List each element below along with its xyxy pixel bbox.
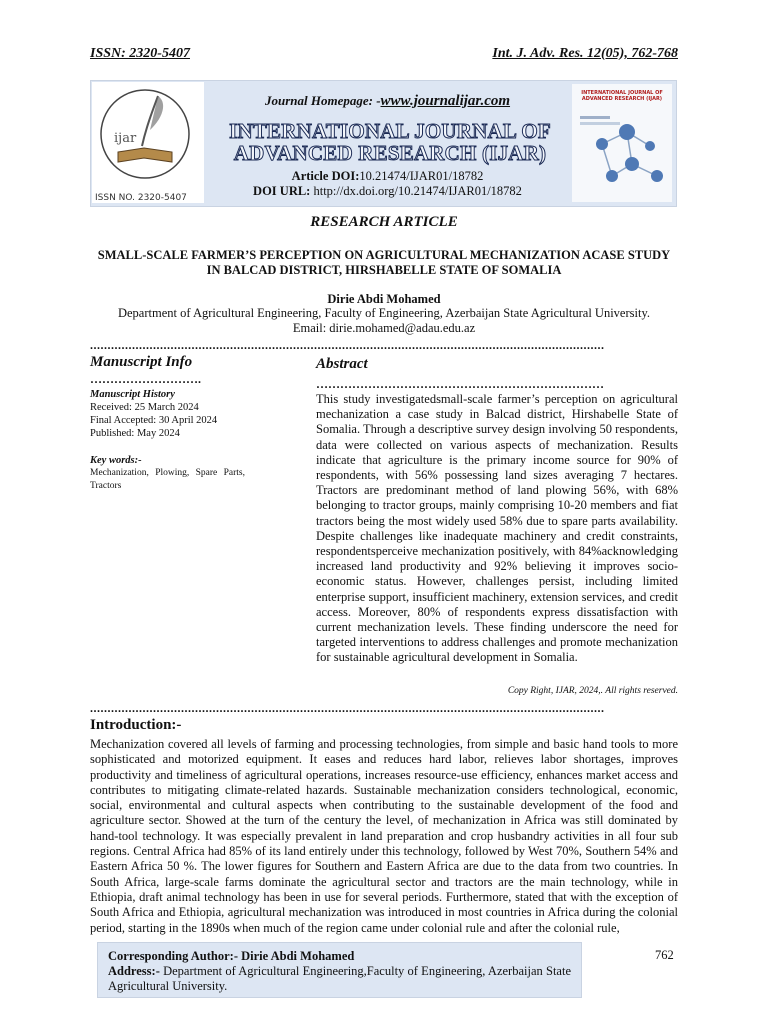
issn-text: ISSN: 2320-5407 [90,46,190,61]
citation-text: Int. J. Adv. Res. 12(05), 762-768 [492,46,678,61]
journal-cover-image [572,84,672,202]
keywords-label: Key words:- [90,455,142,466]
introduction-heading: Introduction:- [90,717,182,733]
left-separator: ………………………. [90,372,201,386]
homepage-label: Journal Homepage: - [264,93,381,108]
corresponding-author: Corresponding Author:- Dirie Abdi Mohamed [108,949,355,963]
address-text: Department of Agricultural Engineering,Faculty of Engineering, Azerbaijan State Agricultural University. [108,964,571,993]
page-number: 762 [655,948,674,962]
published-date: Published: May 2024 [90,428,180,439]
doi-url-link[interactable]: http://dx.doi.org/10.21474/IJAR01/18782 [313,184,522,198]
journal-title-line1: INTERNATIONAL JOURNAL OF [229,119,551,143]
abstract-text: This study investigatedsmall-scale farmer’s perception on agricultural mechanization a case study in Balcad district, Hirshabelle State of Somalia. Through a descriptive survey design involving 50 respondents, data were collected on various aspects of mechanization. Results indicate that agriculture is the primary income source for 90% of respondents, with 56% possessing land sizes averaging 7 hectares. Tractors are predominant method of land plowing 56%, with 68% belonging to tractor groups, mainly comprising 10-20 members and fiat tractors being the most widely used 58% due to spare parts availability. Despite challenges like inadequate machinery and credit constraints, respondentsperceive mechanization positively, with 84%acknowledging increased land productivity and 92% believing it improves socio-economic status. However, challenges persist, including limited enterprise support, insufficient machinery, extension services, and credit access. Moreover, 80% of respondents express dissatisfaction with current mechanization levels. These finding underscore the need for targeted interventions to address challenges and promote mechanization for sustainable agricultural development in Somalia. [316,392,678,665]
introduction-text: Mechanization covered all levels of farming and processing technologies, from simple and basic hand tools to more sophisticated and motorized equipment. It eases and reduces hard labor, relieves labor shortages, improves productivity and timeliness of agricultural operations, increases resource-use efficiency, enhances market access and contributes to mitigating climate-related hazards. Sustainable mechanization considers technological, economic, social, environmental and cultural aspects when contributing to the sustainable development of the food and agriculture sector. Showed at the turn of the century the level, of mechanization in Africa was still dominated by hand-tool technology. It was especially prevalent in land preparation and crop husbandry activities in all four sub regions. Central Africa had 85% of its land entirely under this technology, followed by West 70%, Southern 54% and Eastern Africa 50 %. The lower figures for Southern and Eastern Africa are due to the data from two countries. In South Africa, large-scale farms dominate the agricultural sector and tractors are the main technology, while in Ethiopia, draft animal technology has been in use for several periods. Furthermore, stated that with the exception of South Africa and Ethiopia, agricultural mechanization was introduced in most countries in Africa during the colonial period, starting in the 1890s when much of the region came under colonial rule and after the colonial rule, [90,737,678,935]
manuscript-info-heading: Manuscript Info [90,354,193,370]
logo-text: ijar [114,131,137,146]
logo-issn: ISSN NO. 2320-5407 [95,193,187,203]
article-title-line1: SMALL-SCALE FARMER’S PERCEPTION ON AGRICULTURAL MECHANIZATION ACASE STUDY [97,248,671,262]
affiliation-text: Department of Agricultural Engineering, Faculty of Engineering, Azerbaijan State Agricultural University. [117,306,651,320]
corresponding-author-box [97,942,582,998]
article-title-line2: IN BALCAD DISTRICT, HIRSHABELLE STATE OF SOMALIA [206,263,562,277]
homepage-link[interactable]: www.journalijar.com [380,93,511,109]
journal-title [205,120,575,164]
running-header [90,46,678,62]
separator-bottom: ................................................................................................................................................... [90,703,605,713]
keywords-list: Mechanization, Plowing, Spare Parts, Tractors [90,468,246,491]
article-title [90,248,678,278]
doi-value: 10.21474/IJAR01/18782 [359,169,484,183]
copyright-text: Copy Right, IJAR, 2024,. All rights reserved. [507,686,678,696]
journal-homepage [205,93,570,110]
history-label: Manuscript History [90,389,175,400]
journal-title-line2: ADVANCED RESEARCH (IJAR) [233,141,547,165]
author-email[interactable]: Email: dirie.mohamed@adau.edu.az [292,321,476,335]
doi-url-label: DOI URL: [253,184,311,198]
doi-block [205,169,570,199]
doi-label: Article DOI: [291,169,360,183]
abstract-section [316,356,678,666]
author-affiliation [90,306,678,336]
accepted-date: Final Accepted: 30 April 2024 [90,415,218,426]
received-date: Received: 25 March 2024 [90,402,199,413]
address-label: Address:- [108,964,160,978]
journal-logo [92,82,204,203]
author-name: Dirie Abdi Mohamed [327,292,441,306]
abstract-heading: Abstract [316,356,368,372]
right-separator: ……………………………………………………………… [316,377,604,391]
separator-top: ................................................................................................................................................... [90,340,605,350]
manuscript-info [90,356,265,493]
cover-title: INTERNATIONAL JOURNAL OF ADVANCED RESEARCH (IJAR) [581,90,663,102]
article-type: RESEARCH ARTICLE [310,214,458,230]
